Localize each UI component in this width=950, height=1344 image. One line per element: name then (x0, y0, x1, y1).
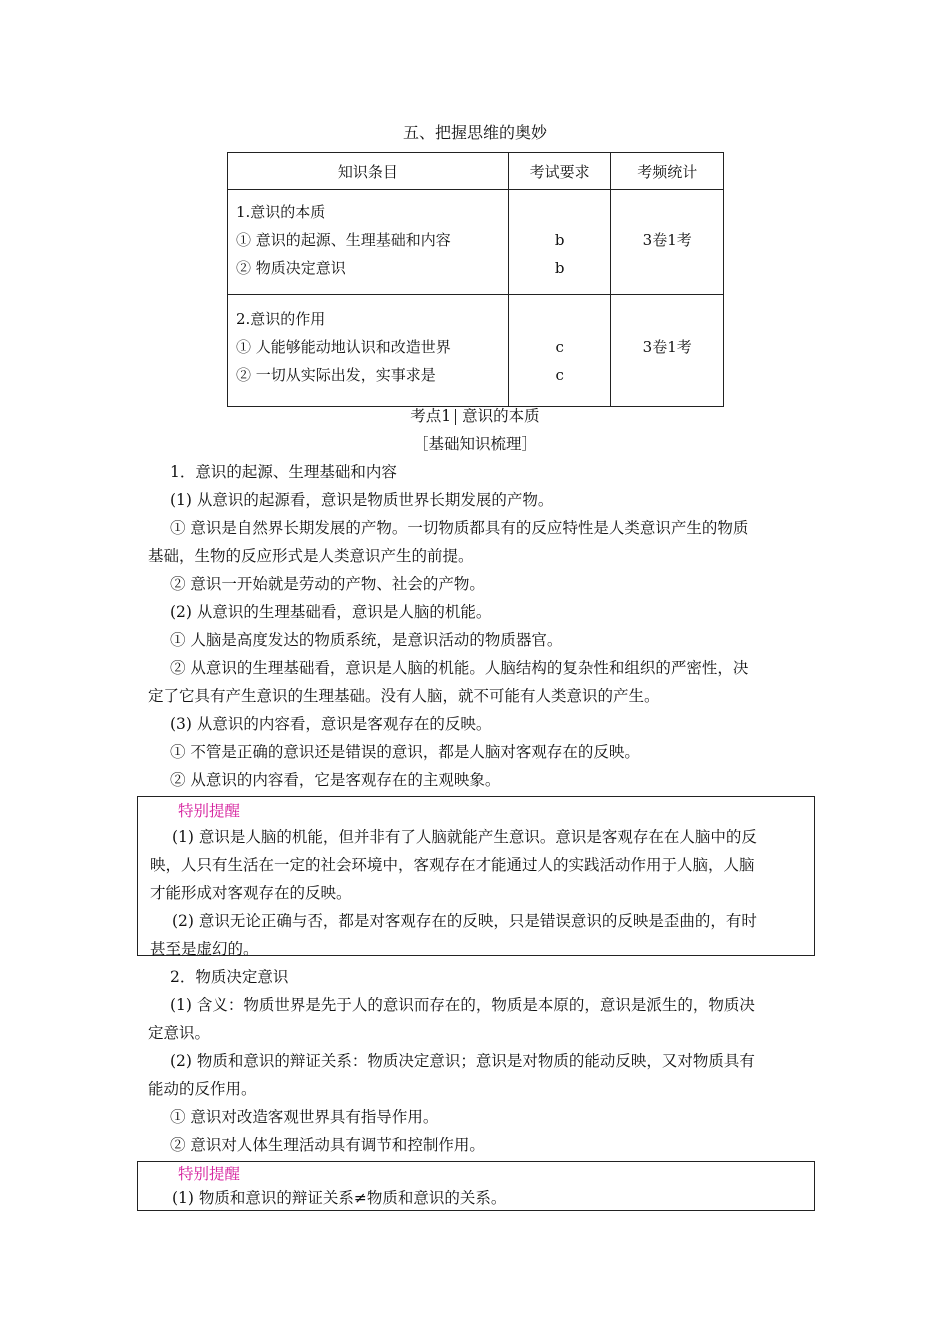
reminder-line: (1) 物质和意识的辩证关系≠物质和意识的关系。 (172, 1189, 507, 1207)
topic-line: ② 一切从实际出发，实事求是 (236, 366, 436, 384)
requirement-value: b (554, 259, 565, 277)
paragraph: (1) 含义：物质世界是先于人的意识而存在的，物质是本原的，意识是派生的，物质决 (170, 996, 755, 1014)
knowledge-table (227, 152, 724, 407)
requirement-value: c (555, 366, 564, 384)
paragraph: ② 从意识的内容看，它是客观存在的主观映象。 (170, 771, 501, 789)
paragraph: ② 从意识的生理基础看，意识是人脑的机能。人脑结构的复杂性和组织的严密性，决 (170, 659, 749, 677)
topic-line: 2.意识的作用 (236, 310, 326, 328)
table-cell-frequency (611, 295, 724, 407)
section-prefix: 考点1 (410, 407, 452, 425)
reminder-box (137, 796, 815, 956)
paragraph: ① 不管是正确的意识还是错误的意识，都是人脑对客观存在的反映。 (170, 743, 640, 761)
reminder-line: 映，人只有生活在一定的社会环境中，客观存在才能通过人的实践活动作用于人脑，人脑 (150, 856, 755, 874)
reminder-box (137, 1161, 815, 1211)
paragraph: (1) 从意识的起源看，意识是物质世界长期发展的产物。 (170, 491, 554, 509)
paragraph: 基础，生物的反应形式是人类意识产生的前提。 (148, 547, 474, 565)
paragraph: 定意识。 (148, 1024, 211, 1042)
requirement-value: c (555, 338, 564, 356)
table-header: 知识条目 (228, 153, 509, 190)
paragraph: ② 意识一开始就是劳动的产物、社会的产物。 (170, 575, 485, 593)
page-title: 五、把握思维的奥妙 (402, 123, 547, 142)
paragraph: 定了它具有产生意识的生理基础。没有人脑，就不可能有人类意识的产生。 (148, 687, 660, 705)
paragraph: (3) 从意识的内容看，意识是客观存在的反映。 (170, 715, 492, 733)
section-title (0, 404, 950, 426)
paragraph: (2) 物质和意识的辩证关系：物质决定意识；意识是对物质的能动反映，又对物质具有 (170, 1052, 755, 1070)
topic-line: 1.意识的本质 (236, 203, 326, 221)
topic-line: ① 人能够能动地认识和改造世界 (236, 338, 451, 356)
heading-1: 1．意识的起源、生理基础和内容 (170, 463, 397, 481)
table-cell-requirement (508, 295, 611, 407)
frequency-value: 3卷1考 (642, 338, 692, 356)
section-text: 意识的本质 (462, 407, 540, 425)
topic-line: ① 意识的起源、生理基础和内容 (236, 231, 451, 249)
frequency-value: 3卷1考 (642, 231, 692, 249)
table-cell-requirement (508, 190, 611, 295)
paragraph: ① 意识是自然界长期发展的产物。一切物质都具有的反应特性是人类意识产生的物质 (170, 519, 749, 537)
paragraph: ② 意识对人体生理活动具有调节和控制作用。 (170, 1136, 485, 1154)
table-header: 考试要求 (508, 153, 611, 190)
table-cell-topic (228, 190, 509, 295)
section-divider (455, 409, 456, 425)
table-cell-topic (228, 295, 509, 407)
paragraph: ① 意识对改造客观世界具有指导作用。 (170, 1108, 439, 1126)
reminder-label: 特别提醒 (178, 1165, 241, 1183)
reminder-line: 甚至是虚幻的。 (150, 940, 259, 958)
subsection-title: ［基础知识梳理］ (412, 435, 537, 453)
requirement-value: b (554, 231, 565, 249)
paragraph: (2) 从意识的生理基础看，意识是人脑的机能。 (170, 603, 492, 621)
reminder-label: 特别提醒 (178, 802, 241, 820)
heading-2: 2．物质决定意识 (170, 968, 289, 986)
table-header-row (228, 153, 724, 190)
table-cell-frequency (611, 190, 724, 295)
table-header: 考频统计 (611, 153, 724, 190)
reminder-line: 才能形成对客观存在的反映。 (150, 884, 352, 902)
topic-line: ② 物质决定意识 (236, 259, 346, 277)
table-row (228, 295, 724, 407)
paragraph: ① 人脑是高度发达的物质系统，是意识活动的物质器官。 (170, 631, 563, 649)
reminder-line: (1) 意识是人脑的机能，但并非有了人脑就能产生意识。意识是客观存在在人脑中的反 (172, 828, 757, 846)
paragraph: 能动的反作用。 (148, 1080, 257, 1098)
table-row (228, 190, 724, 295)
reminder-line: (2) 意识无论正确与否，都是对客观存在的反映，只是错误意识的反映是歪曲的，有时 (172, 912, 757, 930)
